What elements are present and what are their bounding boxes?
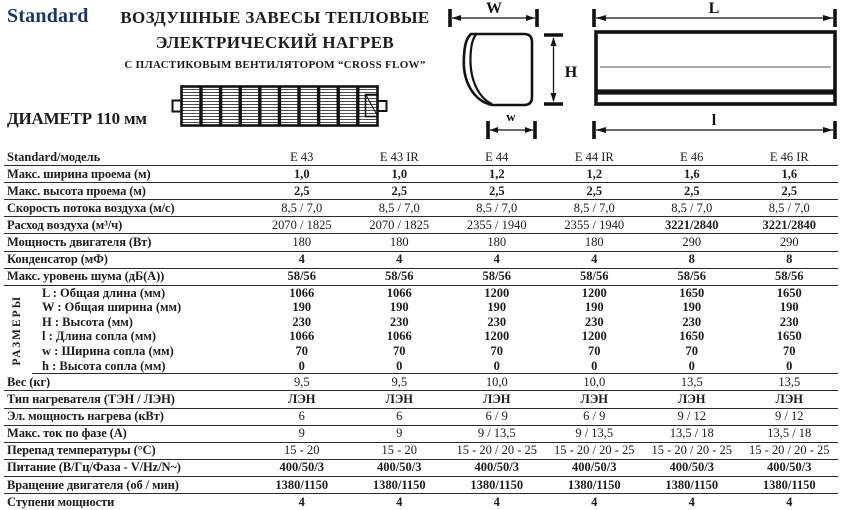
value-cell: 13,5 bbox=[741, 374, 839, 391]
value-cell: 1,6 bbox=[643, 166, 741, 183]
page-title bbox=[108, 6, 442, 71]
value-cell: 1,0 bbox=[351, 166, 449, 183]
value-cell: 15 - 20 bbox=[351, 442, 449, 459]
dimension-row-label: W : Общая ширина (мм) bbox=[42, 300, 182, 315]
value-cell: 2355 / 1940 bbox=[448, 217, 546, 234]
row-label: Макс. ток по фазе (А) bbox=[4, 425, 253, 442]
model-name: E 46 bbox=[643, 149, 741, 166]
value-cell: 3221/2840 bbox=[643, 217, 741, 234]
value-cell: 6 bbox=[351, 408, 449, 425]
value-cell: 1,6 bbox=[741, 166, 839, 183]
fan-disc-lines bbox=[201, 86, 358, 126]
model-name: E 44 bbox=[448, 149, 546, 166]
value-cell: 400/50/3 bbox=[643, 459, 741, 476]
value-cell: 70 bbox=[490, 344, 504, 359]
value-cell: 8 bbox=[741, 251, 839, 268]
value-cell: 2355 / 1940 bbox=[546, 217, 644, 234]
value-cell: 1650 bbox=[776, 329, 802, 344]
model-name: E 43 bbox=[253, 149, 351, 166]
value-cell: 70 bbox=[393, 344, 406, 359]
value-cell: 190 bbox=[584, 300, 604, 315]
value-cell: 2,5 bbox=[643, 183, 741, 200]
value-cell: 15 - 20 / 20 - 25 bbox=[643, 442, 741, 459]
table-row bbox=[4, 300, 838, 315]
row-label: Питание (В/Гц/Фаза - V/Hz/N~) bbox=[4, 459, 253, 476]
value-cell: 6 / 9 bbox=[448, 408, 546, 425]
value-cell: 190 bbox=[487, 300, 507, 315]
table-row bbox=[4, 166, 838, 183]
height-dimension-arrow bbox=[544, 35, 563, 104]
table-row bbox=[4, 442, 838, 459]
value-cell: 1380/1150 bbox=[546, 476, 644, 493]
model-header-row bbox=[4, 149, 838, 166]
dimension-row-label: L : Общая длина (мм) bbox=[42, 285, 166, 300]
value-cell: 1650 bbox=[776, 285, 802, 300]
value-cell: 58/56 bbox=[643, 268, 741, 285]
value-cell: 13,5 / 18 bbox=[643, 425, 741, 442]
value-cell: 58/56 bbox=[741, 268, 839, 285]
table-row bbox=[4, 408, 838, 425]
value-cell: 2,5 bbox=[253, 183, 351, 200]
value-cell: 190 bbox=[292, 300, 312, 315]
value-cell: 8,5 / 7,0 bbox=[643, 200, 741, 217]
value-cell: 230 bbox=[292, 314, 312, 329]
value-cell: 4 bbox=[298, 494, 305, 509]
value-cell: 15 - 20 / 20 - 25 bbox=[741, 442, 839, 459]
value-cell: 58/56 bbox=[546, 268, 644, 285]
table-row bbox=[4, 251, 838, 268]
value-cell: 2,5 bbox=[546, 183, 644, 200]
value-cell: 6 / 9 bbox=[546, 408, 644, 425]
row-label: Перепад температуры (°С) bbox=[4, 442, 253, 459]
value-cell: 1650 bbox=[679, 329, 705, 344]
value-cell: 4 bbox=[448, 251, 546, 268]
value-cell: 3221/2840 bbox=[741, 217, 839, 234]
title-line-1: ВОЗДУШНЫЕ ЗАВЕСЫ ТЕПЛОВЫЕ bbox=[120, 8, 430, 27]
value-cell: 9 bbox=[253, 425, 351, 442]
row-label: Макс. уровень шума (дБ(А)) bbox=[4, 268, 253, 285]
table-row bbox=[4, 391, 838, 408]
value-cell: 400/50/3 bbox=[448, 459, 546, 476]
value-cell: 10,0 bbox=[448, 374, 546, 391]
value-cell: 1200 bbox=[484, 285, 510, 300]
table-row bbox=[4, 200, 838, 217]
value-cell: 230 bbox=[389, 314, 409, 329]
value-cell: 190 bbox=[389, 300, 409, 315]
value-cell: 1066 bbox=[386, 285, 412, 300]
value-cell: 4 bbox=[546, 251, 644, 268]
value-cell: 8,5 / 7,0 bbox=[741, 200, 839, 217]
table-row bbox=[4, 285, 838, 300]
value-cell: 9 bbox=[351, 425, 449, 442]
table-row bbox=[4, 425, 838, 442]
table-row bbox=[4, 493, 838, 510]
value-cell: 180 bbox=[253, 234, 351, 251]
table-row bbox=[4, 459, 838, 476]
value-cell: 1,2 bbox=[546, 166, 644, 183]
dimension-row-label: w : Ширина сопла (мм) bbox=[42, 344, 174, 359]
value-cell: 1380/1150 bbox=[351, 476, 449, 493]
value-cell: 400/50/3 bbox=[546, 459, 644, 476]
brand-logo: Standard bbox=[7, 5, 89, 27]
value-cell: ЛЭН bbox=[253, 391, 351, 408]
value-cell: 190 bbox=[779, 300, 799, 315]
model-name: E 46 IR bbox=[741, 149, 839, 166]
housing-profile-outline bbox=[464, 34, 532, 105]
table-row bbox=[4, 476, 838, 493]
value-cell: 0 bbox=[448, 359, 546, 374]
dimension-row-label: l : Длина сопла (мм) bbox=[42, 329, 157, 344]
row-label: Ступени мощности bbox=[7, 494, 115, 509]
value-cell: 9 / 13,5 bbox=[546, 425, 644, 442]
table-row bbox=[4, 268, 838, 285]
value-cell: 0 bbox=[253, 359, 351, 374]
cross-section-diagram bbox=[442, 0, 582, 142]
value-cell: 230 bbox=[487, 314, 507, 329]
row-label: Макс. ширина проема (м) bbox=[4, 166, 253, 183]
value-cell: 2070 / 1825 bbox=[253, 217, 351, 234]
value-cell: 1066 bbox=[289, 329, 315, 344]
value-cell: 58/56 bbox=[448, 268, 546, 285]
model-row-label: Standard/модель bbox=[4, 149, 253, 166]
value-cell: 70 bbox=[588, 344, 601, 359]
row-label: Скорость потока воздуха (м/с) bbox=[4, 200, 253, 217]
row-label: Тип нагревателя (ТЭН / ЛЭН) bbox=[4, 391, 253, 408]
value-cell: ЛЭН bbox=[546, 391, 644, 408]
table-row bbox=[4, 374, 838, 391]
value-cell: 1200 bbox=[581, 285, 607, 300]
row-label: Расход воздуха (м³/ч) bbox=[4, 217, 253, 234]
value-cell: 4 bbox=[351, 251, 449, 268]
value-cell: 2,5 bbox=[448, 183, 546, 200]
value-cell: 1066 bbox=[289, 285, 315, 300]
value-cell: 6 bbox=[253, 408, 351, 425]
value-cell: 2070 / 1825 bbox=[351, 217, 449, 234]
value-cell: 58/56 bbox=[253, 268, 351, 285]
value-cell: 8 bbox=[643, 251, 741, 268]
title-line-2: ЭЛЕКТРИЧЕСКИЙ НАГРЕВ bbox=[155, 32, 395, 52]
value-cell: 0 bbox=[351, 359, 449, 374]
value-cell: 1650 bbox=[679, 285, 705, 300]
table-row bbox=[4, 217, 838, 234]
value-cell: 70 bbox=[783, 344, 796, 359]
value-cell: 10,0 bbox=[546, 374, 644, 391]
value-cell: 190 bbox=[682, 300, 702, 315]
value-cell: 8,5 / 7,0 bbox=[253, 200, 351, 217]
dimensions-group-label: РАЗМЕРЫ bbox=[11, 294, 24, 366]
value-cell: 230 bbox=[584, 314, 604, 329]
title-subtitle: С ПЛАСТИКОВЫМ ВЕНТИЛЯТОРОМ “CROSS FLOW” bbox=[124, 59, 426, 72]
side-view-diagram bbox=[583, 0, 842, 142]
value-cell: 8,5 / 7,0 bbox=[546, 200, 644, 217]
value-cell: 1380/1150 bbox=[643, 476, 741, 493]
value-cell: 4 bbox=[591, 494, 598, 509]
fan-impeller-drawing bbox=[171, 84, 389, 129]
value-cell: 2,5 bbox=[741, 183, 839, 200]
value-cell: 8,5 / 7,0 bbox=[351, 200, 449, 217]
value-cell: 9 / 12 bbox=[741, 408, 839, 425]
row-label: Макс. высота проема (м) bbox=[4, 183, 253, 200]
value-cell: 9 / 12 bbox=[643, 408, 741, 425]
width-dimension-label: W bbox=[486, 0, 502, 17]
row-label: Вес (кг) bbox=[4, 374, 253, 391]
dimensions-group-cell bbox=[4, 285, 32, 374]
length-dimension-label: L bbox=[708, 0, 720, 17]
value-cell: 1200 bbox=[581, 329, 607, 344]
value-cell: 290 bbox=[643, 234, 741, 251]
value-cell: 8,5 / 7,0 bbox=[448, 200, 546, 217]
value-cell: 1066 bbox=[386, 329, 412, 344]
value-cell: 15 - 20 / 20 - 25 bbox=[448, 442, 546, 459]
value-cell: 4 bbox=[786, 494, 793, 509]
value-cell: 70 bbox=[295, 344, 309, 359]
model-name: E 44 IR bbox=[546, 149, 644, 166]
dimension-row-label: H : Высота (мм) bbox=[42, 314, 133, 329]
value-cell: 4 bbox=[396, 494, 403, 509]
value-cell: 9,5 bbox=[253, 374, 351, 391]
value-cell: 4 bbox=[493, 494, 500, 509]
value-cell: 1380/1150 bbox=[253, 476, 351, 493]
value-cell: 400/50/3 bbox=[741, 459, 839, 476]
value-cell: 230 bbox=[779, 314, 799, 329]
row-label: Вращение двигателя (об / мин) bbox=[4, 476, 253, 493]
value-cell: 15 - 20 bbox=[253, 442, 351, 459]
table-row bbox=[4, 330, 838, 345]
value-cell: 2,5 bbox=[351, 183, 449, 200]
value-cell: ЛЭН bbox=[448, 391, 546, 408]
value-cell: 180 bbox=[351, 234, 449, 251]
value-cell: 230 bbox=[682, 314, 702, 329]
table-row bbox=[4, 315, 838, 330]
table-row bbox=[4, 183, 838, 200]
model-name: E 43 IR bbox=[351, 149, 449, 166]
nozzle-width-dimension-label: w bbox=[506, 109, 516, 124]
value-cell: 0 bbox=[643, 359, 741, 374]
value-cell: 0 bbox=[741, 359, 839, 374]
value-cell: 1380/1150 bbox=[741, 476, 839, 493]
value-cell: ЛЭН bbox=[741, 391, 839, 408]
value-cell: ЛЭН bbox=[351, 391, 449, 408]
value-cell: 400/50/3 bbox=[351, 459, 449, 476]
value-cell: 0 bbox=[546, 359, 644, 374]
value-cell: 1,2 bbox=[448, 166, 546, 183]
row-label: Эл. мощность нагрева (кВт) bbox=[4, 408, 253, 425]
spec-table bbox=[4, 149, 838, 510]
value-cell: 1380/1150 bbox=[448, 476, 546, 493]
value-cell: ЛЭН bbox=[643, 391, 741, 408]
dimension-row-label: h : Высота сопла (мм) bbox=[32, 359, 253, 374]
value-cell: 180 bbox=[546, 234, 644, 251]
value-cell: 4 bbox=[688, 494, 695, 509]
value-cell: 4 bbox=[253, 251, 351, 268]
value-cell: 15 - 20 / 20 - 25 bbox=[546, 442, 644, 459]
row-label: Мощность двигателя (Вт) bbox=[4, 234, 253, 251]
value-cell: 290 bbox=[741, 234, 839, 251]
height-dimension-label: H bbox=[564, 64, 578, 81]
value-cell: 9,5 bbox=[351, 374, 449, 391]
value-cell: 13,5 bbox=[643, 374, 741, 391]
table-row bbox=[4, 344, 838, 359]
row-label: Конденсатор (мФ) bbox=[4, 251, 253, 268]
value-cell: 13,5 / 18 bbox=[741, 425, 839, 442]
value-cell: 1200 bbox=[484, 329, 510, 344]
value-cell: 180 bbox=[448, 234, 546, 251]
value-cell: 400/50/3 bbox=[253, 459, 351, 476]
table-row bbox=[4, 359, 838, 374]
value-cell: 9 / 13,5 bbox=[448, 425, 546, 442]
nozzle-length-dimension-label: l bbox=[711, 112, 717, 129]
value-cell: 70 bbox=[685, 344, 699, 359]
table-row bbox=[4, 234, 838, 251]
value-cell: 58/56 bbox=[351, 268, 449, 285]
value-cell: 1,0 bbox=[253, 166, 351, 183]
diameter-note: ДИАМЕТР 110 мм bbox=[7, 109, 147, 128]
